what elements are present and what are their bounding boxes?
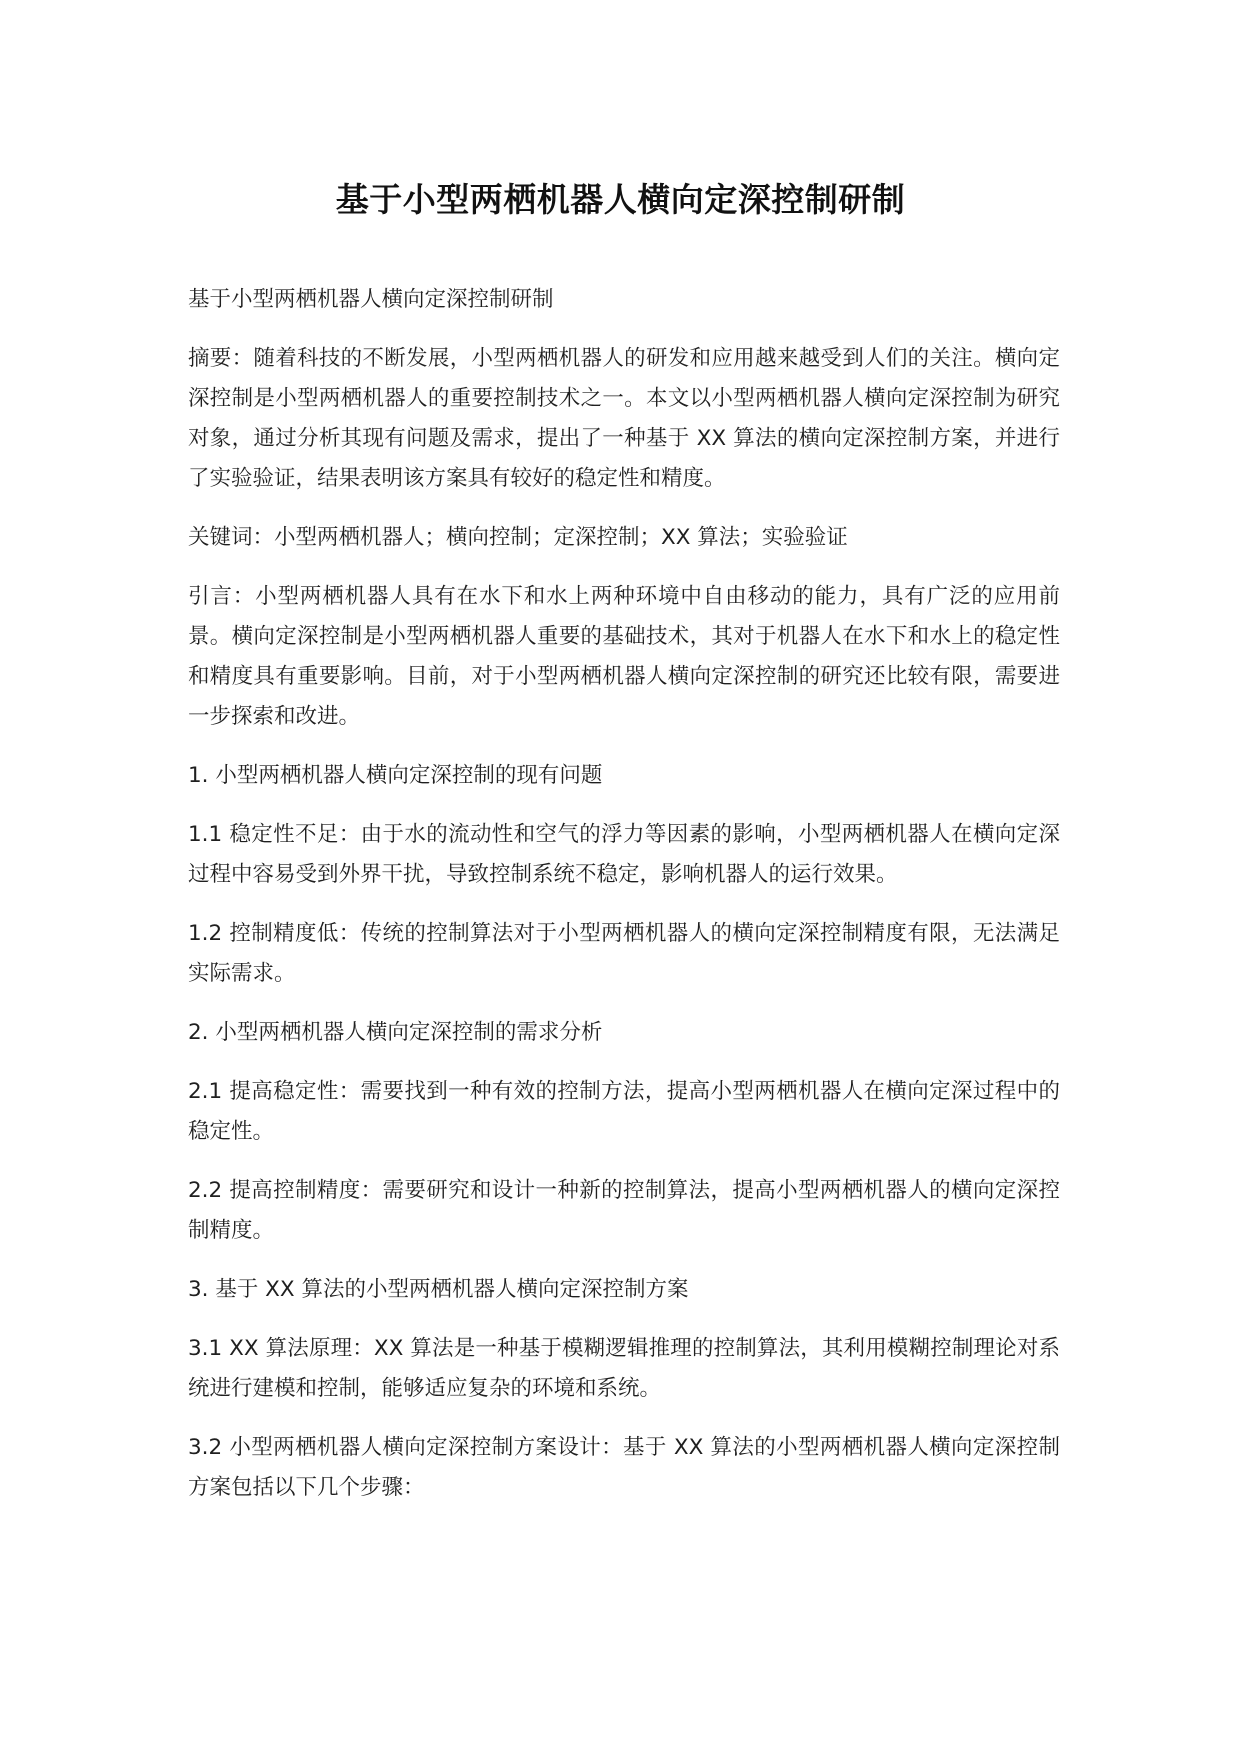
section-1-2-paragraph: 1.2 控制精度低：传统的控制算法对于小型两栖机器人的横向定深控制精度有限，无法满足实际需求。 <box>188 921 1060 986</box>
abstract-paragraph: 摘要：随着科技的不断发展，小型两栖机器人的研发和应用越来越受到人们的关注。横向定深控制是小型两栖机器人的重要控制技术之一。本文以小型两栖机器人横向定深控制为研究对象，通过分析其现有问题及需求，提出了一种基于 XX 算法的横向定深控制方案，并进行了实验验证，结果表明该方案具有较好的稳定性和精度。 <box>188 346 1060 491</box>
introduction-paragraph: 引言：小型两栖机器人具有在水下和水上两种环境中自由移动的能力，具有广泛的应用前景。横向定深控制是小型两栖机器人重要的基础技术，其对于机器人在水下和水上的稳定性和精度具有重要影响。目前，对于小型两栖机器人横向定深控制的研究还比较有限，需要进一步探索和改进。 <box>188 584 1060 729</box>
document-title: 基于小型两栖机器人横向定深控制研制 <box>335 180 906 219</box>
section-heading-3: 3. 基于 XX 算法的小型两栖机器人横向定深控制方案 <box>188 1277 689 1302</box>
section-1-1-paragraph: 1.1 稳定性不足：由于水的流动性和空气的浮力等因素的影响，小型两栖机器人在横向定深过程中容易受到外界干扰，导致控制系统不稳定，影响机器人的运行效果。 <box>188 822 1060 887</box>
subtitle-paragraph: 基于小型两栖机器人横向定深控制研制 <box>188 287 554 312</box>
keywords-paragraph: 关键词：小型两栖机器人；横向控制；定深控制；XX 算法；实验验证 <box>188 525 848 550</box>
section-2-2-paragraph: 2.2 提高控制精度：需要研究和设计一种新的控制算法，提高小型两栖机器人的横向定深控制精度。 <box>188 1178 1060 1243</box>
section-heading-2: 2. 小型两栖机器人横向定深控制的需求分析 <box>188 1020 603 1045</box>
section-3-1-paragraph: 3.1 XX 算法原理：XX 算法是一种基于模糊逻辑推理的控制算法，其利用模糊控制理论对系统进行建模和控制，能够适应复杂的环境和系统。 <box>188 1336 1060 1401</box>
section-2-1-paragraph: 2.1 提高稳定性：需要找到一种有效的控制方法，提高小型两栖机器人在横向定深过程中的稳定性。 <box>188 1079 1060 1144</box>
document-body <box>188 280 1060 1527</box>
section-heading-1: 1. 小型两栖机器人横向定深控制的现有问题 <box>188 763 603 788</box>
section-3-2-paragraph: 3.2 小型两栖机器人横向定深控制方案设计：基于 XX 算法的小型两栖机器人横向定深控制方案包括以下几个步骤： <box>188 1435 1060 1500</box>
